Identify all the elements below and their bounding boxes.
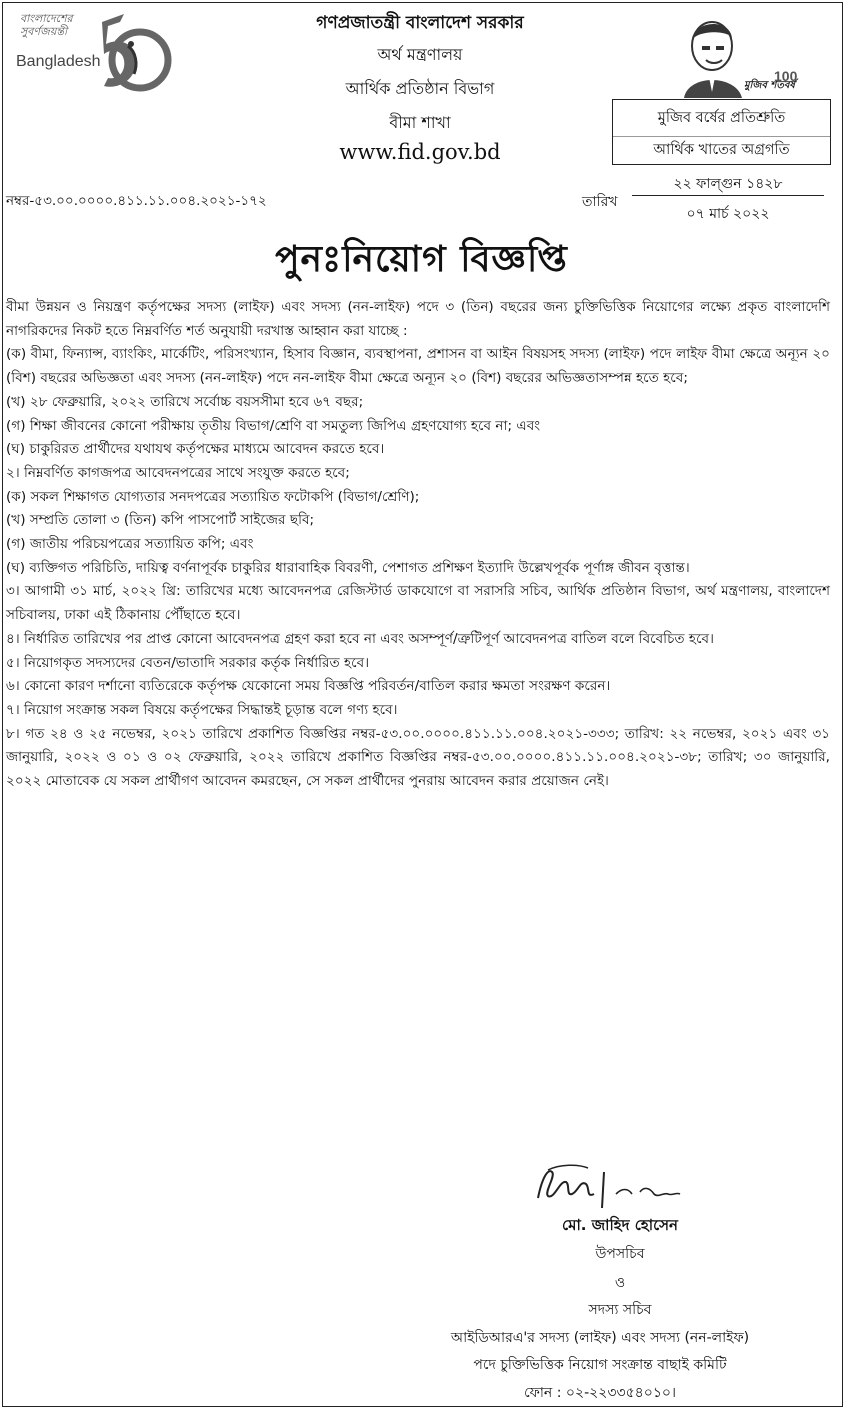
government-name: গণপ্রজাতন্ত্রী বাংলাদেশ সরকার xyxy=(316,13,524,33)
branch-name: বীমা শাখা xyxy=(389,113,451,132)
document-gha: (ঘ) ব্যক্তিগত পরিচিতি, দায়িত্ব বর্ণনাপূর্বক চাকুরির ধারাবাহিক বিবরণী, পেশাগত প্রশিক্ষণ ইত্যাদি উল্লেখপূর্বক পূর্ণাঙ্গ জীবন বৃত্তান্ত। xyxy=(6,559,690,576)
committee-line1: আইডিআরএ'র সদস্য (লাইফ) এবং সদস্য (নন-লাইফ) xyxy=(450,1330,750,1346)
clause-2: ২। নিম্নবর্ণিত কাগজপত্র আবেদনপত্রের সাথে সংযুক্ত করতে হবে; xyxy=(6,464,350,481)
clause-3: ৩। আগামী ৩১ মার্চ, ২০২২ খ্রি: তারিখের মধ্যে আবেদনপত্র রেজিস্টার্ড ডাকযোগে বা সরাসরি সচিব, আর্থিক প্রতিষ্ঠান বিভাগ, অর্থ মন্ত্রণালয়, বাংলাদেশ সচিবালয়, ঢাকা এই ঠিকানায় পৌঁছাতে হবে। xyxy=(6,583,830,624)
mujib-year-logo xyxy=(678,12,808,98)
website-link[interactable]: www.fid.gov.bd xyxy=(339,140,501,164)
logo-text-line2: সুবর্ণজয়ন্তী xyxy=(20,25,68,38)
fifty-emblem-icon xyxy=(84,8,174,100)
document-ka: (ক) সকল শিক্ষাগত যোগ্যতার সনদপত্রের সত্যায়িত ফটোকপি (বিভাগ/শ্রেণি); xyxy=(6,488,420,505)
condition-ka: (ক) বীমা, ফিন্যান্স, ব্যাংকিং, মার্কেটিং, পরিসংখ্যান, হিসাব বিজ্ঞান, ব্যবস্থাপনা, প্রশাসন বা আইন বিষয়সহ সদস্য (লাইফ) পদে লাইফ বীমা ক্ষেত্রে অন্যূন ২০ (বিশ) বছরের অভিজ্ঞতা এবং সদস্য (নন-লাইফ) পদে নন-লাইফ বীমা ক্ষেত্রে অন্যূন ২০ (বিশ) বছরের অভিজ্ঞতাসম্পন্ন হতে হবে; xyxy=(6,346,830,387)
signatory-role: সদস্য সচিব xyxy=(588,1302,652,1318)
logo-text-line1: বাংলাদেশের xyxy=(20,12,73,25)
logo-country: Bangladesh xyxy=(16,53,101,70)
committee-line2: পদে চুক্তিভিত্তিক নিয়োগ সংক্রান্ত বাছাই কমিটি xyxy=(473,1357,727,1373)
clause-7: ৭। নিয়োগ সংক্রান্ত সকল বিষয়ে কর্তৃপক্ষের সিদ্ধান্তই চূড়ান্ত বলে গণ্য হবে। xyxy=(6,701,398,718)
handwritten-signature xyxy=(508,1158,708,1214)
division-name: আর্থিক প্রতিষ্ঠান বিভাগ xyxy=(345,79,495,98)
clause-6: ৬। কোনো কারণ দর্শানো ব্যতিরেকে কর্তৃপক্ষ যেকোনো সময় বিজ্ঞপ্তি পরিবর্তন/বাতিল করার ক্ষমতা সংরক্ষণ করেন। xyxy=(6,678,611,695)
clause-4: ৪। নির্ধারিত তারিখের পর প্রাপ্ত কোনো আবেদনপত্র গ্রহণ করা হবে না এবং অসম্পূর্ণ/ত্রুটিপূর্ণ আবেদনপত্র বাতিল বলে বিবেচিত হবে। xyxy=(6,630,714,647)
condition-kha: (খ) ২৮ ফেব্রুয়ারি, ২০২২ তারিখে সর্বোচ্চ বয়সসীমা হবে ৬৭ বছর; xyxy=(6,393,364,410)
clause-5: ৫। নিয়োগকৃত সদস্যদের বেতন/ভাতাদি সরকার কর্তৃক নির্ধারিত হবে। xyxy=(6,654,370,671)
date-bangla: ২২ ফাল্গুন ১৪২৮ xyxy=(673,176,783,192)
signatory-designation: উপসচিব xyxy=(595,1246,645,1262)
condition-ga: (গ) শিক্ষা জীবনের কোনো পরীক্ষায় তৃতীয় বিভাগ/শ্রেণি বা সমতুল্য জিপিএ গ্রহণযোগ্য হবে না; এবং xyxy=(6,417,541,434)
signatory-conjunction: ও xyxy=(614,1275,626,1291)
pledge-line1: মুজিব বর্ষের প্রতিশ্রুতি xyxy=(657,110,786,126)
clause-8: ৮। গত ২৪ ও ২৫ নভেম্বর, ২০২১ তারিখে প্রকাশিত বিজ্ঞপ্তির নম্বর-৫৩.০০.০০০০.৪১১.১১.০০৪.২০২১-৩৩৩; তারিখ: ২২ নভেম্বর, ২০২১ এবং ৩১ জানুয়ারি, ২০২২ ও ০১ ও ০২ ফেব্রুয়ারি, ২০২২ তারিখে প্রকাশিত বিজ্ঞপ্তির নম্বর-৫৩.০০.০০০০.৪১১.১১.০০৪.২০২১-৩৮; তারিখ; ৩০ জানুয়ারি, ২০২২ মোতাবেক যে সকল প্রার্থীগণ আবেদন কমরছেন, সে সকল প্রার্থীদের পুনরায় আবেদন করার প্রয়োজন নেই। xyxy=(6,725,830,790)
intro-paragraph: বীমা উন্নয়ন ও নিয়ন্ত্রণ কর্তৃপক্ষের সদস্য (লাইফ) এবং সদস্য (নন-লাইফ) পদে ৩ (তিন) বছরের জন্য চুক্তিভিত্তিক নিয়োগের লক্ষ্যে প্রকৃত বাংলাদেশি নাগরিকদের নিকট হতে নিম্নবর্ণিত শর্ত অনুযায়ী দরখাস্ত আহ্বান করা যাচ্ছে : xyxy=(6,299,830,339)
date-gregorian: ০৭ মার্চ ২০২২ xyxy=(686,206,770,222)
mujib-hundred: 100 xyxy=(774,68,798,84)
pledge-line2: আর্থিক খাতের অগ্রগতি xyxy=(653,142,790,158)
notice-title: পুনঃনিয়োগ বিজ্ঞপ্তি xyxy=(275,239,568,280)
notice-body xyxy=(6,296,830,794)
memo-number: নম্বর-৫৩.০০.০০০০.৪১১.১১.০০৪.২০২১-১৭২ xyxy=(6,193,267,209)
date-divider xyxy=(632,195,824,196)
document-kha: (খ) সম্প্রতি তোলা ৩ (তিন) কপি পাসপোর্ট সাইজের ছবি; xyxy=(6,512,315,529)
date-label: তারিখ xyxy=(582,194,618,210)
mujib-year-label: মুজিব শতবর্ষ xyxy=(744,80,795,91)
signatory-name: মো. জাহিদ হোসেন xyxy=(562,1216,678,1234)
phone-number: ফোন : ০২-২২৩৩৫৪০১০। xyxy=(523,1385,677,1401)
golden-jubilee-logo xyxy=(14,8,174,100)
condition-gha: (ঘ) চাকুরিরত প্রার্থীদের যথাযথ কর্তৃপক্ষের মাধ্যমে আবেদন করতে হবে। xyxy=(6,441,385,458)
pledge-box xyxy=(612,99,831,165)
document-ga: (গ) জাতীয় পরিচয়পত্রের সত্যায়িত কপি; এবং xyxy=(6,536,254,553)
ministry-name: অর্থ মন্ত্রণালয় xyxy=(377,45,463,64)
